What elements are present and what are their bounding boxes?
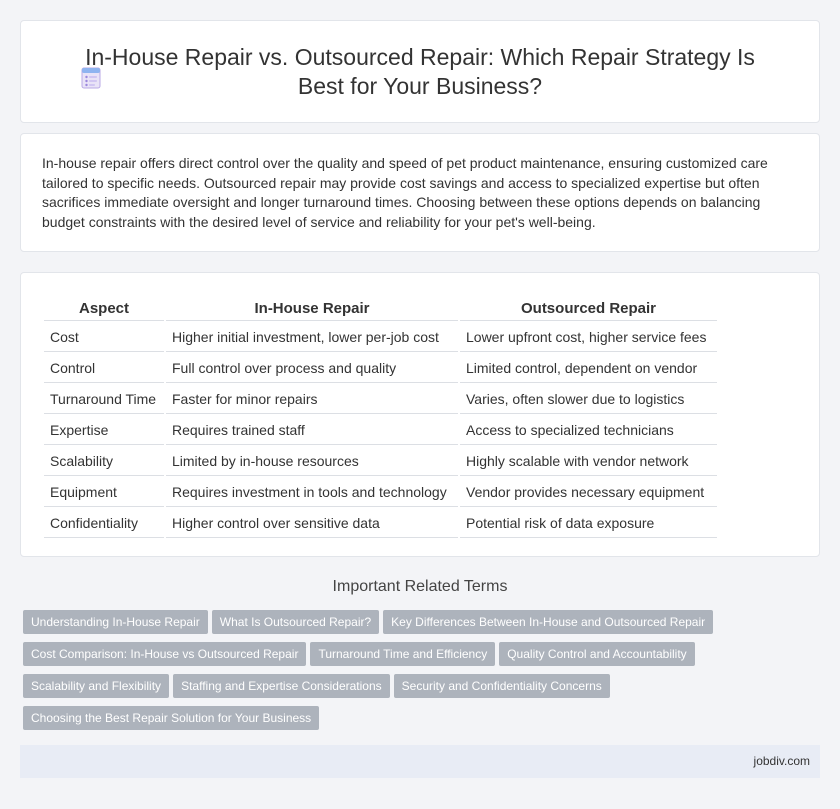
cell-aspect: Turnaround Time bbox=[44, 385, 164, 414]
related-term-link[interactable]: Choosing the Best Repair Solution for Your Business bbox=[23, 706, 319, 730]
related-term-link[interactable]: Quality Control and Accountability bbox=[499, 642, 694, 666]
comparison-table bbox=[42, 295, 719, 540]
intro-card bbox=[20, 133, 820, 252]
cell-in-house: Limited by in-house resources bbox=[166, 447, 458, 476]
related-term-link[interactable]: Cost Comparison: In-House vs Outsourced Repair bbox=[23, 642, 306, 666]
cell-in-house: Full control over process and quality bbox=[166, 354, 458, 383]
cell-outsourced: Highly scalable with vendor network bbox=[460, 447, 717, 476]
cell-in-house: Requires trained staff bbox=[166, 416, 458, 445]
table-row bbox=[44, 509, 717, 538]
table-header-row bbox=[44, 297, 717, 321]
table-row bbox=[44, 385, 717, 414]
header-in-house: In-House Repair bbox=[166, 297, 458, 321]
cell-outsourced: Access to specialized technicians bbox=[460, 416, 717, 445]
cell-outsourced: Potential risk of data exposure bbox=[460, 509, 717, 538]
related-term-link[interactable]: Turnaround Time and Efficiency bbox=[310, 642, 495, 666]
table-row bbox=[44, 354, 717, 383]
related-terms-heading: Important Related Terms bbox=[332, 578, 508, 595]
footer bbox=[20, 745, 820, 778]
related-term-link[interactable]: Scalability and Flexibility bbox=[23, 674, 169, 698]
table-row bbox=[44, 447, 717, 476]
header-aspect: Aspect bbox=[44, 297, 164, 321]
cell-outsourced: Limited control, dependent on vendor bbox=[460, 354, 717, 383]
header-outsourced: Outsourced Repair bbox=[460, 297, 717, 321]
related-term-link[interactable]: Staffing and Expertise Considerations bbox=[173, 674, 390, 698]
cell-in-house: Faster for minor repairs bbox=[166, 385, 458, 414]
cell-aspect: Cost bbox=[44, 323, 164, 352]
cell-outsourced: Vendor provides necessary equipment bbox=[460, 478, 717, 507]
cell-in-house: Higher initial investment, lower per-job cost bbox=[166, 323, 458, 352]
page-title: In-House Repair vs. Outsourced Repair: Which Repair Strategy Is Best for Your Business? bbox=[85, 44, 755, 99]
intro-paragraph: In-house repair offers direct control over the quality and speed of pet product maintenance, ensuring customized care tailored to specific needs. Outsourced repair may provide cost savings and access to specialized expertise but often sacrifices immediate oversight and longer turnaround times. Choosing between these options depends on balancing budget constraints with the desired level of service and reliability for your pet's well-being. bbox=[42, 155, 768, 230]
table-row bbox=[44, 416, 717, 445]
cell-outsourced: Lower upfront cost, higher service fees bbox=[460, 323, 717, 352]
comparison-card bbox=[20, 272, 820, 557]
cell-aspect: Confidentiality bbox=[44, 509, 164, 538]
related-terms-list bbox=[23, 610, 723, 738]
table-row bbox=[44, 478, 717, 507]
cell-in-house: Requires investment in tools and technology bbox=[166, 478, 458, 507]
related-term-link[interactable]: What Is Outsourced Repair? bbox=[212, 610, 379, 634]
footer-site-link[interactable]: jobdiv.com bbox=[753, 754, 810, 768]
cell-aspect: Expertise bbox=[44, 416, 164, 445]
related-term-link[interactable]: Understanding In-House Repair bbox=[23, 610, 208, 634]
cell-aspect: Scalability bbox=[44, 447, 164, 476]
cell-outsourced: Varies, often slower due to logistics bbox=[460, 385, 717, 414]
title-card bbox=[20, 20, 820, 123]
cell-aspect: Control bbox=[44, 354, 164, 383]
related-term-link[interactable]: Key Differences Between In-House and Outsourced Repair bbox=[383, 610, 713, 634]
related-term-link[interactable]: Security and Confidentiality Concerns bbox=[394, 674, 610, 698]
cell-aspect: Equipment bbox=[44, 478, 164, 507]
table-row bbox=[44, 323, 717, 352]
cell-in-house: Higher control over sensitive data bbox=[166, 509, 458, 538]
